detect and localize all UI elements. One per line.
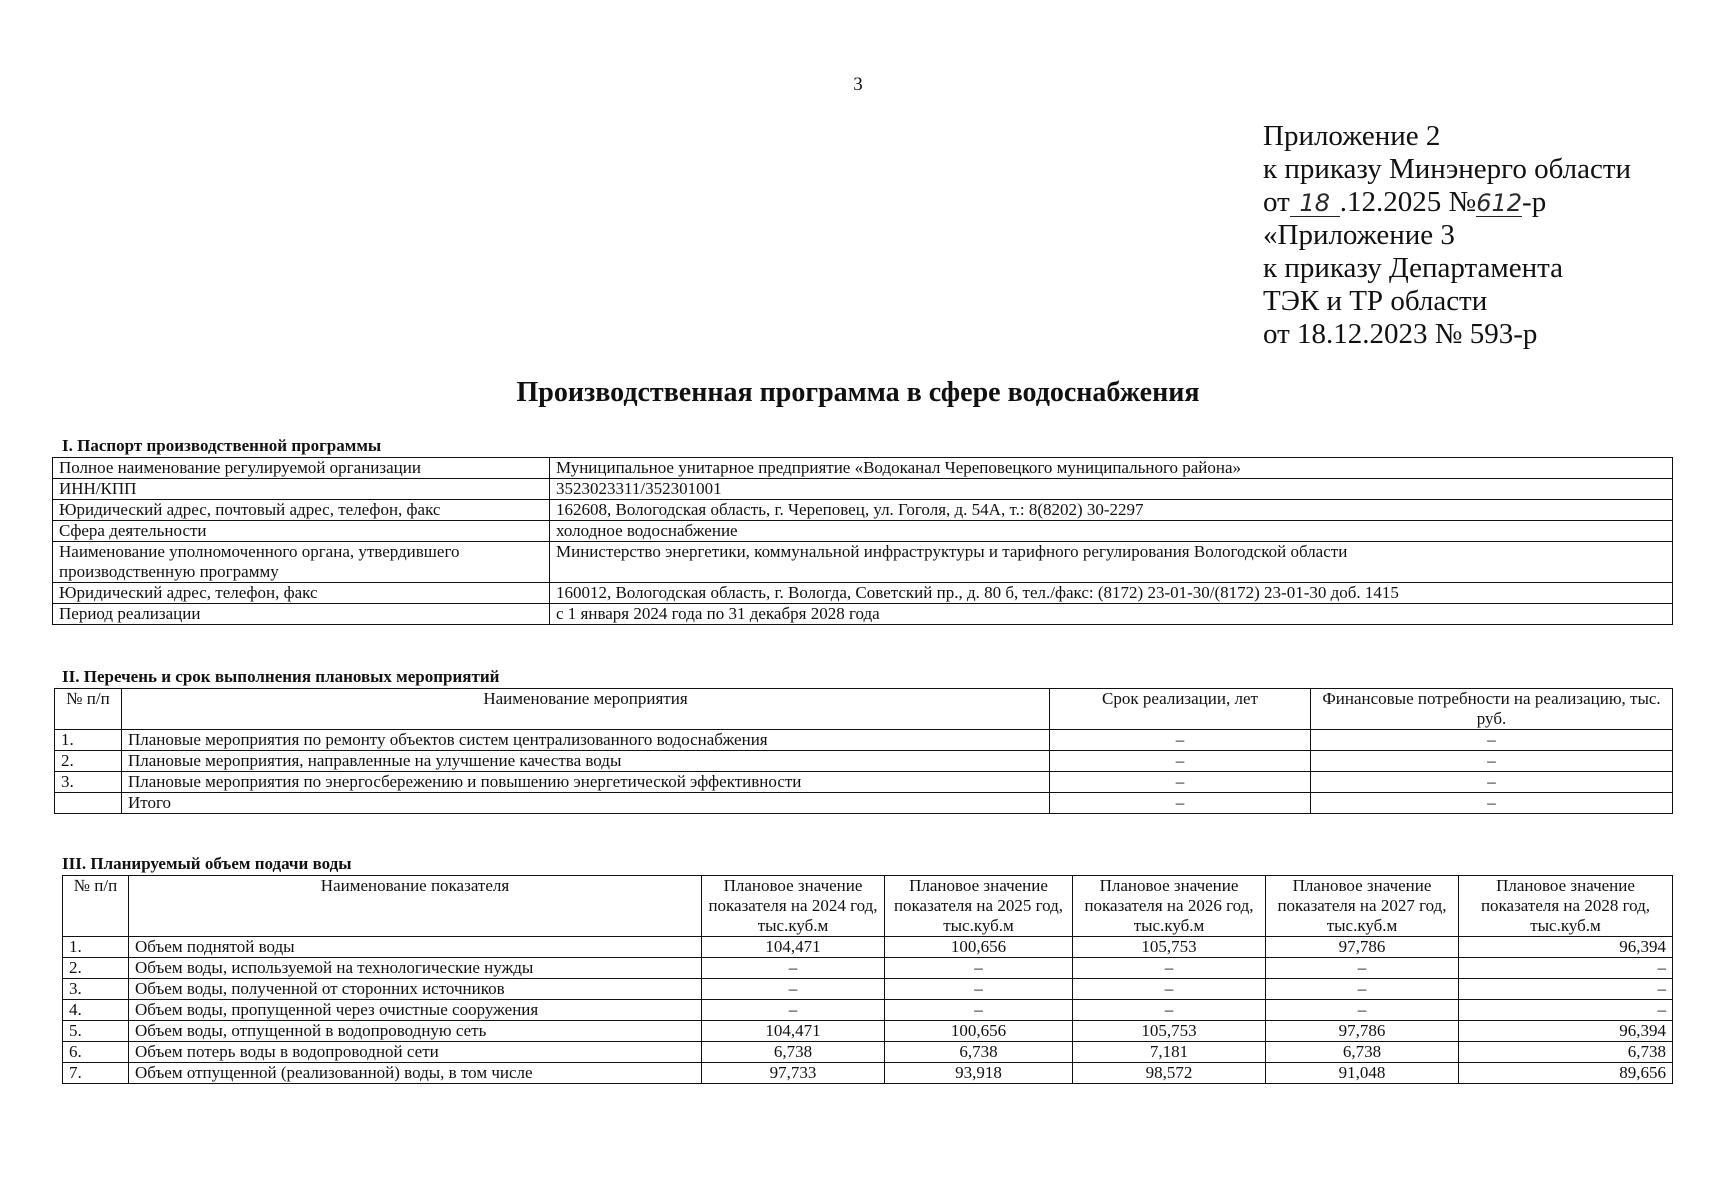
passport-row (53, 521, 1673, 542)
volume-value-2025: 93,918 (885, 1063, 1073, 1084)
passport-row (53, 479, 1673, 500)
passport-value: 3523023311/352301001 (550, 479, 1673, 500)
passport-value: Министерство энергетики, коммунальной инфраструктуры и тарифного регулирования Вологодской области (550, 542, 1673, 583)
passport-label: ИНН/КПП (53, 479, 550, 500)
volume-name: Объем поднятой воды (129, 937, 702, 958)
volume-value-2026: 105,753 (1073, 1021, 1266, 1042)
measures-term: – (1050, 793, 1311, 814)
volume-value-2027: – (1266, 979, 1459, 1000)
measures-num (55, 793, 122, 814)
volume-num: 5. (63, 1021, 129, 1042)
volume-value-2024: 104,471 (702, 1021, 885, 1042)
appendix-line-5: к приказу Департамента (1263, 252, 1564, 284)
volume-value-2028: 89,656 (1459, 1063, 1673, 1084)
volume-num: 4. (63, 1000, 129, 1021)
measures-term: – (1050, 751, 1311, 772)
measures-row (55, 793, 1673, 814)
volume-value-2027: – (1266, 1000, 1459, 1021)
passport-value: Муниципальное унитарное предприятие «Водоканал Череповецкого муниципального района» (550, 458, 1673, 479)
volume-num: 1. (63, 937, 129, 958)
volume-value-2027: – (1266, 958, 1459, 979)
volume-value-2026: 98,572 (1073, 1063, 1266, 1084)
section-2-title: II. Перечень и срок выполнения плановых мероприятий (62, 667, 500, 686)
volume-value-2028: – (1459, 979, 1673, 1000)
volume-value-2028: – (1459, 1000, 1673, 1021)
passport-label: Период реализации (53, 604, 550, 625)
measures-num: 1. (55, 730, 122, 751)
volume-header-2025: Плановое значение показателя на 2025 год, тыс.куб.м (885, 876, 1073, 937)
volume-value-2028: – (1459, 958, 1673, 979)
volume-value-2026: – (1073, 958, 1266, 979)
passport-value: 162608, Вологодская область, г. Череповец, ул. Гоголя, д. 54А, т.: 8(8202) 30-2297 (550, 500, 1673, 521)
handwritten-order-number: 612 (1476, 189, 1523, 217)
measures-table (54, 688, 1673, 814)
volume-value-2026: – (1073, 1000, 1266, 1021)
measures-name: Итого (122, 793, 1050, 814)
passport-row (53, 500, 1673, 521)
volume-value-2024: 104,471 (702, 937, 885, 958)
document-title: Производственная программа в сфере водоснабжения (516, 377, 1200, 408)
volume-value-2025: – (885, 958, 1073, 979)
volume-num: 2. (63, 958, 129, 979)
volume-name: Объем воды, используемой на технологические нужды (129, 958, 702, 979)
volume-value-2025: 6,738 (885, 1042, 1073, 1063)
volume-value-2024: – (702, 979, 885, 1000)
volume-num: 3. (63, 979, 129, 1000)
volume-row (63, 958, 1673, 979)
volume-name: Объем воды, полученной от сторонних источников (129, 979, 702, 1000)
measures-header-name: Наименование мероприятия (122, 689, 1050, 730)
volume-value-2024: 6,738 (702, 1042, 885, 1063)
passport-row (53, 542, 1673, 583)
volume-value-2027: 6,738 (1266, 1042, 1459, 1063)
volume-name: Объем воды, пропущенной через очистные сооружения (129, 1000, 702, 1021)
measures-num: 3. (55, 772, 122, 793)
volume-name: Объем отпущенной (реализованной) воды, в том числе (129, 1063, 702, 1084)
passport-table (52, 457, 1673, 625)
passport-value: с 1 января 2024 года по 31 декабря 2028 года (550, 604, 1673, 625)
measures-row (55, 751, 1673, 772)
appendix-line-6: ТЭК и ТР области (1263, 285, 1488, 317)
volume-header-2026: Плановое значение показателя на 2026 год, тыс.куб.м (1073, 876, 1266, 937)
volume-header-2027: Плановое значение показателя на 2027 год, тыс.куб.м (1266, 876, 1459, 937)
appendix-date-mid: .12.2025 № (1339, 186, 1477, 218)
passport-row (53, 604, 1673, 625)
volume-header-num: № п/п (63, 876, 129, 937)
measures-finance: – (1311, 772, 1673, 793)
measures-term: – (1050, 730, 1311, 751)
appendix-line-3 (1263, 186, 1631, 219)
passport-row (53, 583, 1673, 604)
measures-num: 2. (55, 751, 122, 772)
volume-value-2025: – (885, 979, 1073, 1000)
measures-finance: – (1311, 751, 1673, 772)
passport-value: холодное водоснабжение (550, 521, 1673, 542)
passport-row (53, 458, 1673, 479)
volume-row (63, 1021, 1673, 1042)
passport-label: Полное наименование регулируемой организации (53, 458, 550, 479)
passport-label: Наименование уполномоченного органа, утвердившего производственную программу (53, 542, 550, 583)
section-3-title: III. Планируемый объем подачи воды (62, 854, 352, 873)
volume-value-2024: 97,733 (702, 1063, 885, 1084)
handwritten-day: 18 (1290, 190, 1340, 217)
measures-header-finance: Финансовые потребности на реализацию, тыс. руб. (1311, 689, 1673, 730)
volume-value-2025: – (885, 1000, 1073, 1021)
appendix-line-2: к приказу Минэнерго области (1263, 153, 1632, 185)
measures-term: – (1050, 772, 1311, 793)
page-number: 3 (853, 74, 863, 95)
volume-header-2028: Плановое значение показателя на 2028 год, тыс.куб.м (1459, 876, 1673, 937)
appendix-suffix: -р (1522, 186, 1547, 218)
passport-label: Юридический адрес, телефон, факс (53, 583, 550, 604)
volume-value-2024: – (702, 958, 885, 979)
volume-value-2028: 96,394 (1459, 937, 1673, 958)
volume-value-2026: 105,753 (1073, 937, 1266, 958)
measures-header-num: № п/п (55, 689, 122, 730)
measures-name: Плановые мероприятия по энергосбережению и повышению энергетической эффективности (122, 772, 1050, 793)
volume-value-2026: 7,181 (1073, 1042, 1266, 1063)
volume-name: Объем потерь воды в водопроводной сети (129, 1042, 702, 1063)
volume-value-2027: 97,786 (1266, 937, 1459, 958)
volume-row (63, 937, 1673, 958)
volume-name: Объем воды, отпущенной в водопроводную сеть (129, 1021, 702, 1042)
appendix-line-7: от 18.12.2023 № 593-р (1263, 318, 1538, 350)
volume-value-2024: – (702, 1000, 885, 1021)
passport-label: Юридический адрес, почтовый адрес, телефон, факс (53, 500, 550, 521)
volume-row (63, 1042, 1673, 1063)
measures-name: Плановые мероприятия по ремонту объектов систем централизованного водоснабжения (122, 730, 1050, 751)
appendix-block (1263, 120, 1631, 351)
volume-value-2028: 6,738 (1459, 1042, 1673, 1063)
measures-finance: – (1311, 730, 1673, 751)
measures-row (55, 730, 1673, 751)
passport-label: Сфера деятельности (53, 521, 550, 542)
measures-finance: – (1311, 793, 1673, 814)
volume-value-2025: 100,656 (885, 937, 1073, 958)
appendix-line-1: Приложение 2 (1263, 120, 1441, 152)
volume-value-2026: – (1073, 979, 1266, 1000)
water-volume-table (62, 875, 1673, 1084)
section-1-title: I. Паспорт производственной программы (62, 436, 382, 455)
appendix-line-4: «Приложение 3 (1263, 219, 1455, 251)
volume-value-2027: 91,048 (1266, 1063, 1459, 1084)
volume-num: 7. (63, 1063, 129, 1084)
appendix-from: от (1263, 186, 1290, 218)
measures-header-term: Срок реализации, лет (1050, 689, 1311, 730)
measures-row (55, 772, 1673, 793)
measures-name: Плановые мероприятия, направленные на улучшение качества воды (122, 751, 1050, 772)
passport-value: 160012, Вологодская область, г. Вологда, Советский пр., д. 80 б, тел./факс: (8172) 23-01-30/(8172) 23-01-30 доб. 1415 (550, 583, 1673, 604)
volume-row (63, 979, 1673, 1000)
volume-num: 6. (63, 1042, 129, 1063)
volume-value-2028: 96,394 (1459, 1021, 1673, 1042)
volume-header-2024: Плановое значение показателя на 2024 год, тыс.куб.м (702, 876, 885, 937)
volume-value-2025: 100,656 (885, 1021, 1073, 1042)
volume-header-name: Наименование показателя (129, 876, 702, 937)
volume-row (63, 1000, 1673, 1021)
volume-value-2027: 97,786 (1266, 1021, 1459, 1042)
volume-row (63, 1063, 1673, 1084)
